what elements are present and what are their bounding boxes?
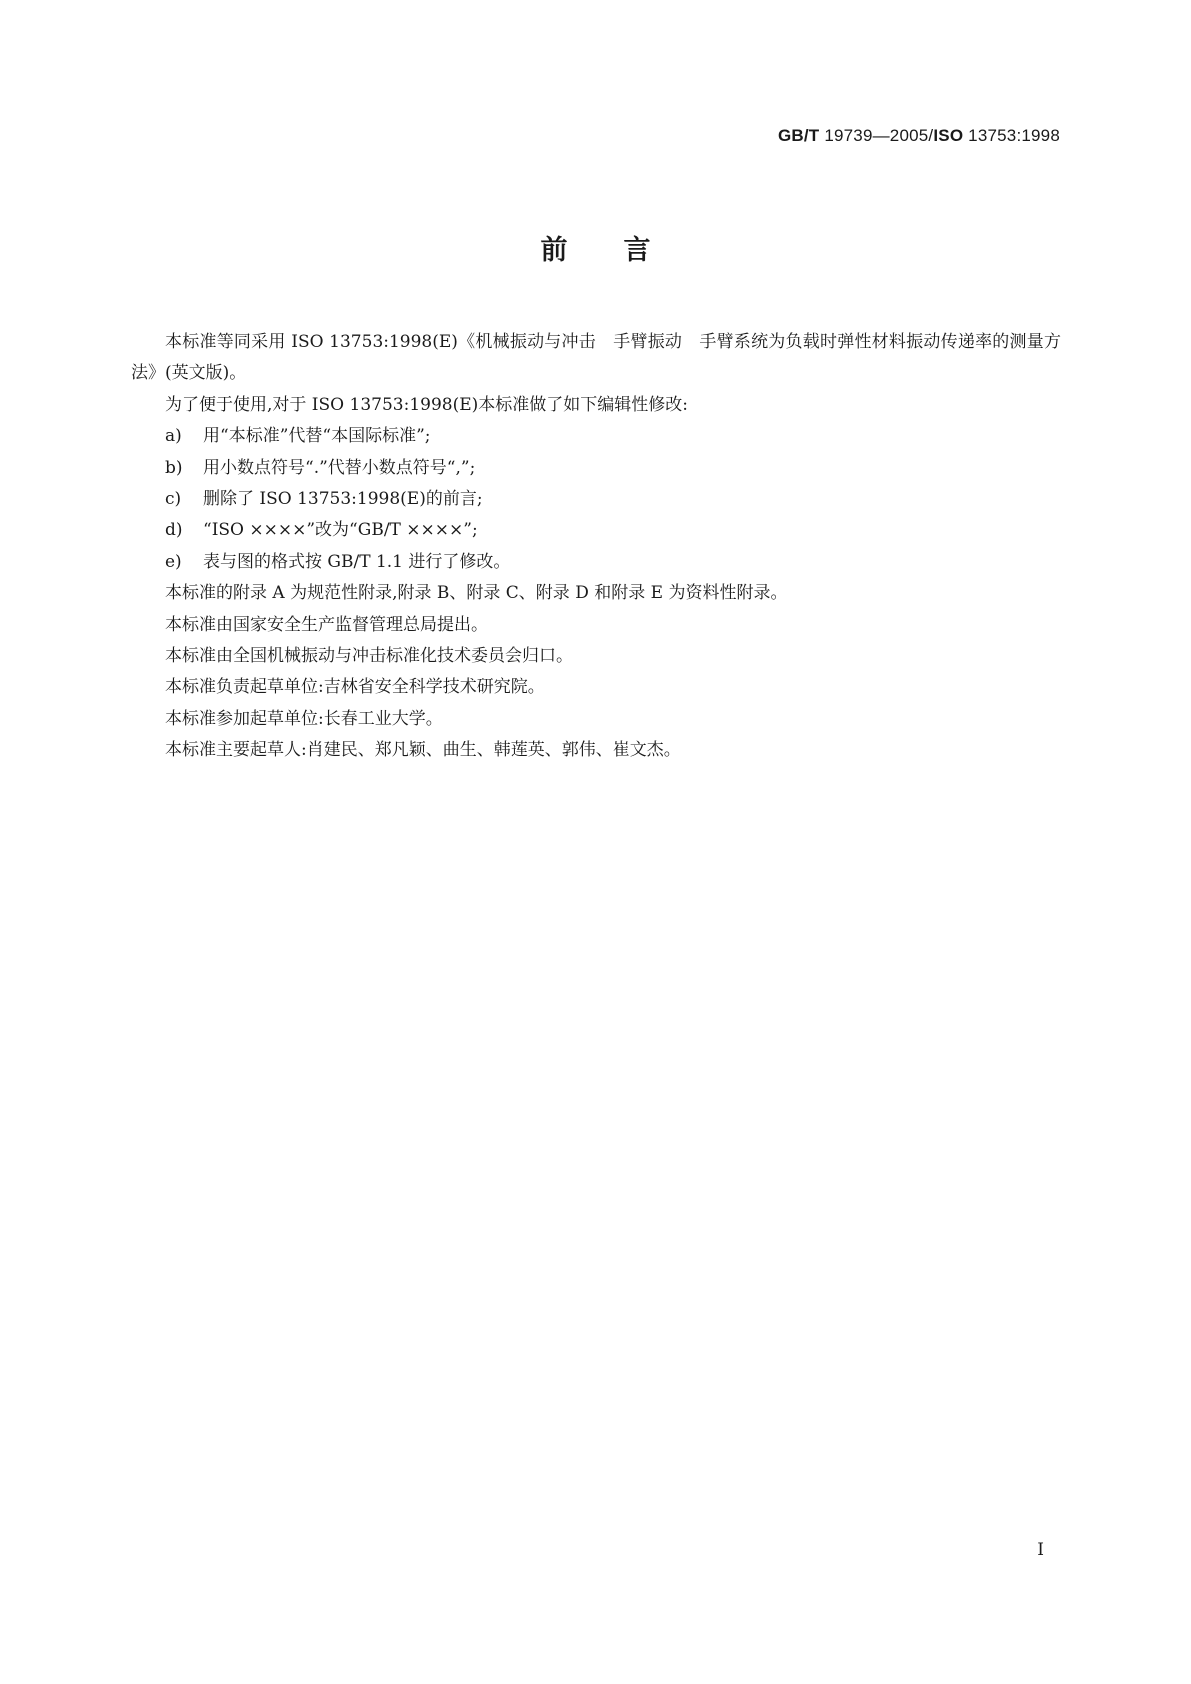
list-item xyxy=(131,453,1061,484)
header-gb-number: 19739—2005/ xyxy=(819,126,934,145)
list-item xyxy=(131,484,1061,515)
paragraph-centralized-by: 本标准由全国机械振动与冲击标准化技术委员会归口。 xyxy=(165,646,573,667)
list-item-mark: b) xyxy=(165,457,183,478)
paragraph-participating-unit: 本标准参加起草单位:长春工业大学。 xyxy=(165,708,443,729)
list-item-mark: c) xyxy=(165,489,182,510)
list-item-text: 删除了 ISO 13753:1998(E)的前言; xyxy=(203,489,483,510)
paragraph-main-drafters: 本标准主要起草人:肖建民、郑凡颖、曲生、韩莲英、郭伟、崔文杰。 xyxy=(165,740,681,761)
header-iso-number: 13753:1998 xyxy=(963,126,1060,145)
header-iso-prefix: ISO xyxy=(933,126,964,145)
list-item-mark: d) xyxy=(165,520,183,541)
foreword-body xyxy=(131,327,1061,767)
list-item-text: 用小数点符号“.”代替小数点符号“,”; xyxy=(203,457,476,478)
header-gb-prefix: GB/T xyxy=(777,126,820,145)
paragraph-adoption: 本标准等同采用 ISO 13753:1998(E)《机械振动与冲击 手臂振动 手臂系统为负载时弹性材料振动传递率的测量方法》(英文版)。 xyxy=(131,332,1061,384)
paragraph-modifications-intro: 为了便于使用,对于 ISO 13753:1998(E)本标准做了如下编辑性修改: xyxy=(165,394,688,415)
paragraph-proposed-by: 本标准由国家安全生产监督管理总局提出。 xyxy=(165,614,488,635)
paragraph-drafting-unit: 本标准负责起草单位:吉林省安全科学技术研究院。 xyxy=(165,677,545,698)
list-item xyxy=(131,515,1061,546)
list-item-text: 用“本标准”代替“本国际标准”; xyxy=(203,426,431,447)
list-item-text: 表与图的格式按 GB/T 1.1 进行了修改。 xyxy=(203,551,511,572)
list-item xyxy=(131,547,1061,578)
page-title: 前言 xyxy=(540,235,707,266)
list-item xyxy=(131,421,1061,452)
list-item-text: “ISO ××××”改为“GB/T ××××”; xyxy=(203,520,478,541)
paragraph-annexes: 本标准的附录 A 为规范性附录,附录 B、附录 C、附录 D 和附录 E 为资料性附录。 xyxy=(165,583,788,604)
list-item-mark: a) xyxy=(165,426,182,447)
standard-code-header xyxy=(778,126,1060,146)
list-item-mark: e) xyxy=(165,551,182,572)
page-number: I xyxy=(1037,1540,1044,1560)
